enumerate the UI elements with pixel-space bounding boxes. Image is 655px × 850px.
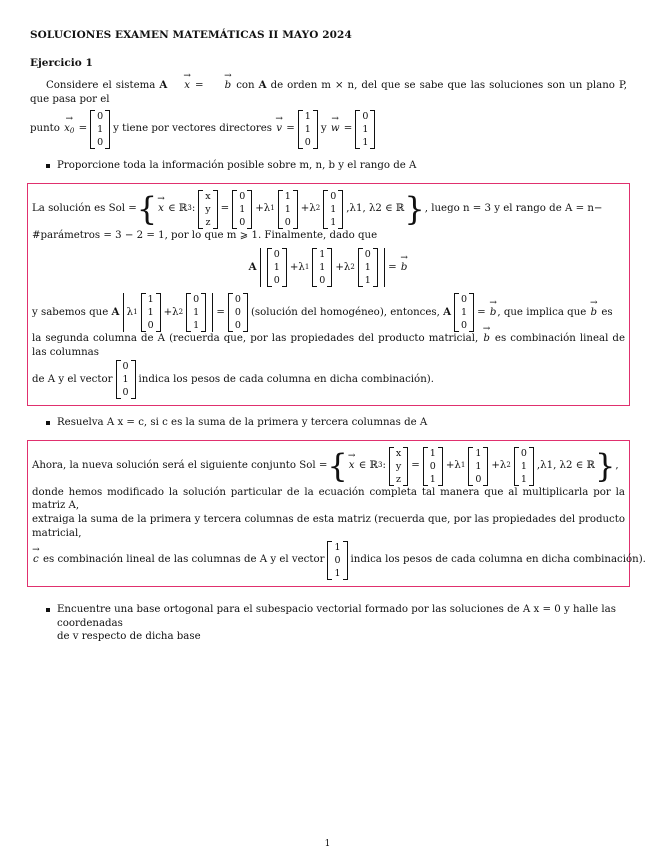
question-1: Proporcione toda la información posible sobre m, n, b y el rango de A — [46, 159, 627, 173]
page-number: 1 — [324, 839, 331, 849]
sol1-line-3: y sabemos que A λ 1 1 1 0 +λ 2 0 1 1 = 0 0 0 (solución del homogéneo), entonces, A 0 1 0 = b → , que implica que b → es — [32, 293, 625, 332]
sol2-line-1: Ahora, la nueva solución será el siguiente conjunto Sol = { x → ∈ ℝ 3 : x y z = 1 0 1 +λ 1 1 1 0 +λ 2 0 1 1 , λ1, λ2 ∈ ℝ } , — [32, 447, 625, 486]
document-page — [30, 28, 646, 654]
sol2-line-2: donde hemos modificado la solución particular de la ecuación completa tal manera que al multiplicarla por la matriz A, — [32, 486, 625, 512]
question-2: Resuelva A x = c, si c es la suma de la primera y tercera columnas de A — [46, 416, 627, 430]
x0-vector: 0 1 0 — [90, 110, 110, 149]
sol1-equation: A 0 1 0 +λ 1 1 1 0 +λ 2 0 1 1 = b → — [32, 248, 625, 287]
sol2-line-4: c → es combinación lineal de las columnas de A y el vector 1 0 1 indica los pesos de cada columna en dicha combinación). — [32, 541, 625, 580]
bullet-icon — [46, 164, 50, 168]
intro-line-1: Considere el sistema A x → = b → con A de orden m × n, del que se sabe que las soluciones son un plano P, que pasa por el — [30, 79, 627, 107]
sol1-line-1: La solución es Sol = { x → ∈ ℝ 3 : x y z = 0 1 0 +λ 1 1 1 0 +λ 2 0 1 1 , λ1, λ2 ∈ ℝ } , luego n = 3 y el rango de A = n− — [32, 190, 625, 229]
exercise-heading: Ejercicio 1 — [30, 57, 93, 70]
sol1-line-2: #parámetros = 3 − 2 = 1, por lo que m ⩾ 1. Finalmente, dado que — [32, 229, 378, 241]
document-title: SOLUCIONES EXAMEN MATEMÁTICAS II MAYO 2024 — [30, 29, 352, 41]
w-vector: 0 1 1 — [355, 110, 375, 149]
question-3: Encuentre una base ortogonal para el subespacio vectorial formado por las soluciones de A x = 0 y halle las coordenadas de v respecto de dicha base — [46, 603, 627, 644]
sol2-line-3: extraiga la suma de la primera y tercera columnas de esta matriz (recuerda que, por las propiedades del producto matricial, — [32, 514, 625, 539]
sol1-line-4: la segunda columna de A (recuerda que, por las propiedades del producto matricial, b → es combinación lineal de las columnas — [32, 332, 625, 360]
bullet-icon — [46, 608, 50, 612]
solution-box-1 — [27, 183, 630, 406]
bullet-icon — [46, 421, 50, 425]
sol1-line-5: de A y el vector 0 1 0 indica los pesos de cada columna en dicha combinación). — [32, 360, 434, 398]
intro-line-2: punto $x_0$ → = 0 1 0 y tiene por vectores directores v → = 1 1 0 y w → = 0 1 1 — [30, 110, 627, 149]
solution-box-2 — [27, 440, 646, 587]
v-vector: 1 1 0 — [298, 110, 318, 149]
